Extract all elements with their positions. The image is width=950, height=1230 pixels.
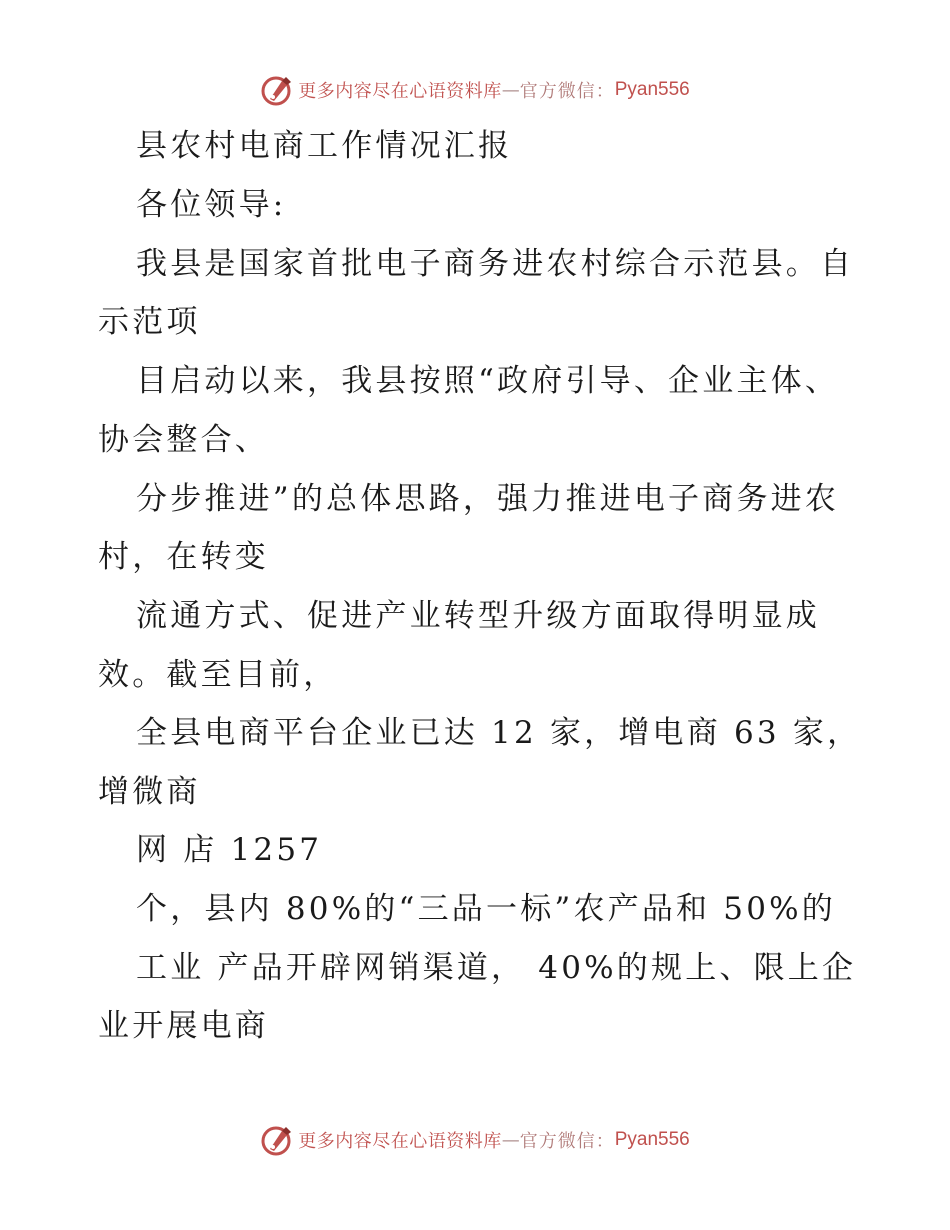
body-line: 分步推进”的总体思路，强力推进电子商务进农 [136, 481, 840, 517]
salutation: 各位领导: [136, 187, 287, 223]
body-line: 增微商 [98, 774, 201, 810]
footer-watermark-banner [0, 1120, 950, 1160]
watermark-wechat-label: 官方微信： [519, 81, 615, 102]
watermark-site-text: 更多内容尽在心语资料库 [298, 81, 502, 102]
body-line: 协会整合、 [98, 422, 269, 458]
document-title: 县农村电商工作情况汇报 [136, 128, 513, 164]
watermark-separator: — [501, 79, 520, 101]
body-line: 网 店 1257 [136, 832, 323, 868]
watermark-separator: — [501, 1129, 520, 1151]
body-line: 效。截至目前， [98, 657, 338, 693]
body-line: 我县是国家首批电子商务进农村综合示范县。自 [136, 246, 855, 282]
watermark-wechat-label: 官方微信： [519, 1131, 615, 1152]
pen-nib-logo-icon [260, 73, 294, 107]
body-line: 业开展电商 [98, 1008, 269, 1044]
watermark-site-text: 更多内容尽在心语资料库 [298, 1131, 502, 1152]
pen-nib-logo-icon [260, 1123, 294, 1157]
body-line: 流通方式、促进产业转型升级方面取得明显成 [136, 598, 820, 634]
body-line: 村，在转变 [98, 539, 269, 575]
body-line: 工业 产品开辟网销渠道， 40%的规上、限上企 [136, 950, 857, 986]
watermark-wechat-id: Pyan556 [614, 79, 690, 100]
body-line: 个，县内 80%的“三品一标”农产品和 50%的 [136, 891, 837, 927]
header-watermark-banner [0, 70, 950, 110]
body-line: 示范项 [98, 304, 201, 340]
body-line: 目启动以来，我县按照“政府引导、企业主体、 [136, 363, 840, 399]
watermark-wechat-id: Pyan556 [614, 1129, 690, 1150]
body-line: 全县电商平台企业已达 12 家，增电商 63 家， [136, 715, 862, 751]
